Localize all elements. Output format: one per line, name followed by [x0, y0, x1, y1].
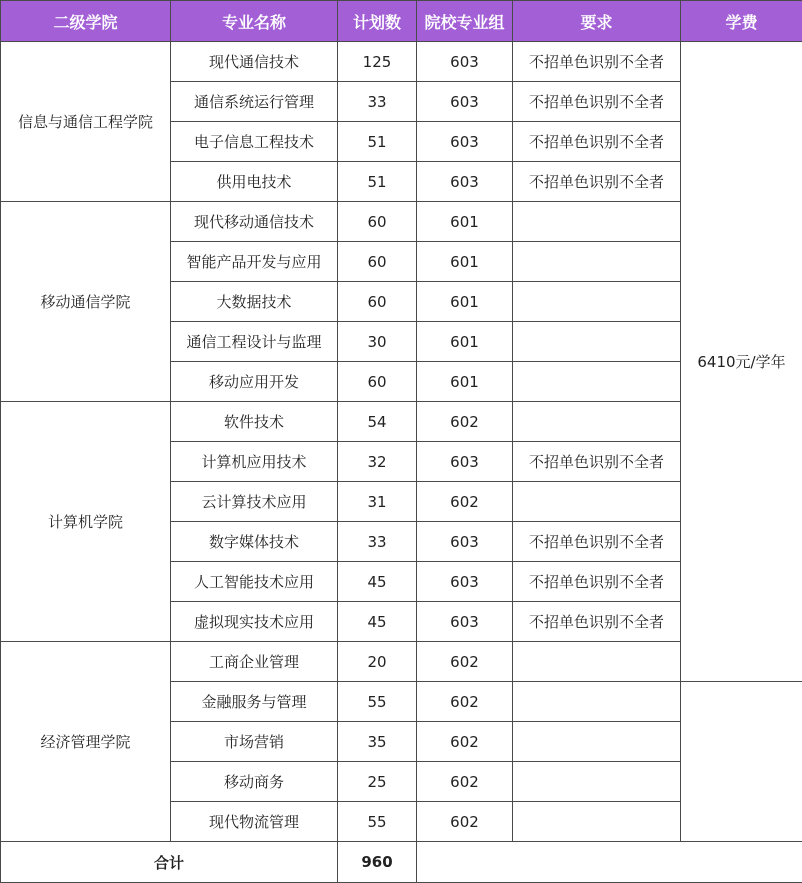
- requirement: 不招单色识别不全者: [513, 602, 681, 642]
- requirement: 不招单色识别不全者: [513, 162, 681, 202]
- major-name: 电子信息工程技术: [171, 122, 338, 162]
- major-group: 601: [417, 362, 513, 402]
- major-name: 工商企业管理: [171, 642, 338, 682]
- college-cell: 计算机学院: [1, 402, 171, 642]
- requirement: [513, 642, 681, 682]
- college-cell: 移动通信学院: [1, 202, 171, 402]
- plan-count: 33: [338, 82, 417, 122]
- plan-count: 30: [338, 322, 417, 362]
- major-group: 602: [417, 802, 513, 842]
- requirement: 不招单色识别不全者: [513, 42, 681, 82]
- plan-count: 20: [338, 642, 417, 682]
- plan-count: 51: [338, 122, 417, 162]
- major-group: 603: [417, 442, 513, 482]
- major-group: 602: [417, 722, 513, 762]
- major-name: 通信系统运行管理: [171, 82, 338, 122]
- major-name: 云计算技术应用: [171, 482, 338, 522]
- major-name: 数字媒体技术: [171, 522, 338, 562]
- plan-count: 45: [338, 602, 417, 642]
- major-name: 移动应用开发: [171, 362, 338, 402]
- plan-count: 55: [338, 682, 417, 722]
- major-name: 大数据技术: [171, 282, 338, 322]
- major-group: 602: [417, 482, 513, 522]
- college-cell: 经济管理学院: [1, 642, 171, 842]
- plan-count: 60: [338, 282, 417, 322]
- requirement: 不招单色识别不全者: [513, 562, 681, 602]
- major-group: 603: [417, 602, 513, 642]
- header-tuition: 学费: [681, 1, 802, 42]
- requirement: [513, 762, 681, 802]
- major-group: 603: [417, 162, 513, 202]
- total-count: 960: [338, 842, 417, 883]
- major-group: 603: [417, 82, 513, 122]
- major-group: 601: [417, 322, 513, 362]
- major-name: 智能产品开发与应用: [171, 242, 338, 282]
- requirement: [513, 282, 681, 322]
- header-group: 院校专业组: [417, 1, 513, 42]
- requirement: [513, 202, 681, 242]
- requirement: [513, 482, 681, 522]
- major-name: 市场营销: [171, 722, 338, 762]
- requirement: 不招单色识别不全者: [513, 442, 681, 482]
- requirement: [513, 802, 681, 842]
- requirement: [513, 322, 681, 362]
- header-major: 专业名称: [171, 1, 338, 42]
- requirement: [513, 242, 681, 282]
- total-empty: [417, 842, 802, 883]
- major-name: 人工智能技术应用: [171, 562, 338, 602]
- table-row: [1, 42, 802, 82]
- plan-count: 33: [338, 522, 417, 562]
- plan-count: 51: [338, 162, 417, 202]
- plan-count: 55: [338, 802, 417, 842]
- header-row: [1, 1, 802, 42]
- college-cell: 信息与通信工程学院: [1, 42, 171, 202]
- major-name: 现代移动通信技术: [171, 202, 338, 242]
- plan-count: 35: [338, 722, 417, 762]
- requirement: [513, 362, 681, 402]
- plan-count: 54: [338, 402, 417, 442]
- tuition-cell: 6410元/学年: [681, 42, 802, 682]
- major-group: 603: [417, 522, 513, 562]
- major-name: 金融服务与管理: [171, 682, 338, 722]
- plan-count: 31: [338, 482, 417, 522]
- plan-count: 45: [338, 562, 417, 602]
- major-name: 供用电技术: [171, 162, 338, 202]
- major-name: 虚拟现实技术应用: [171, 602, 338, 642]
- header-plan-count: 计划数: [338, 1, 417, 42]
- header-college: 二级学院: [1, 1, 171, 42]
- major-group: 603: [417, 122, 513, 162]
- major-name: 软件技术: [171, 402, 338, 442]
- requirement: [513, 682, 681, 722]
- major-group: 602: [417, 642, 513, 682]
- requirement: 不招单色识别不全者: [513, 122, 681, 162]
- plan-count: 60: [338, 202, 417, 242]
- requirement: 不招单色识别不全者: [513, 522, 681, 562]
- major-group: 603: [417, 42, 513, 82]
- major-group: 602: [417, 682, 513, 722]
- plan-count: 60: [338, 362, 417, 402]
- plan-count: 125: [338, 42, 417, 82]
- major-name: 移动商务: [171, 762, 338, 802]
- major-name: 计算机应用技术: [171, 442, 338, 482]
- plan-count: 25: [338, 762, 417, 802]
- major-group: 601: [417, 282, 513, 322]
- major-group: 602: [417, 762, 513, 802]
- major-group: 601: [417, 242, 513, 282]
- total-label: 合计: [1, 842, 338, 883]
- major-name: 通信工程设计与监理: [171, 322, 338, 362]
- requirement: [513, 722, 681, 762]
- total-row: [1, 842, 802, 883]
- major-name: 现代通信技术: [171, 42, 338, 82]
- plan-count: 32: [338, 442, 417, 482]
- header-requirement: 要求: [513, 1, 681, 42]
- requirement: [513, 402, 681, 442]
- requirement: 不招单色识别不全者: [513, 82, 681, 122]
- major-group: 601: [417, 202, 513, 242]
- major-name: 现代物流管理: [171, 802, 338, 842]
- plan-count: 60: [338, 242, 417, 282]
- major-group: 602: [417, 402, 513, 442]
- major-group: 603: [417, 562, 513, 602]
